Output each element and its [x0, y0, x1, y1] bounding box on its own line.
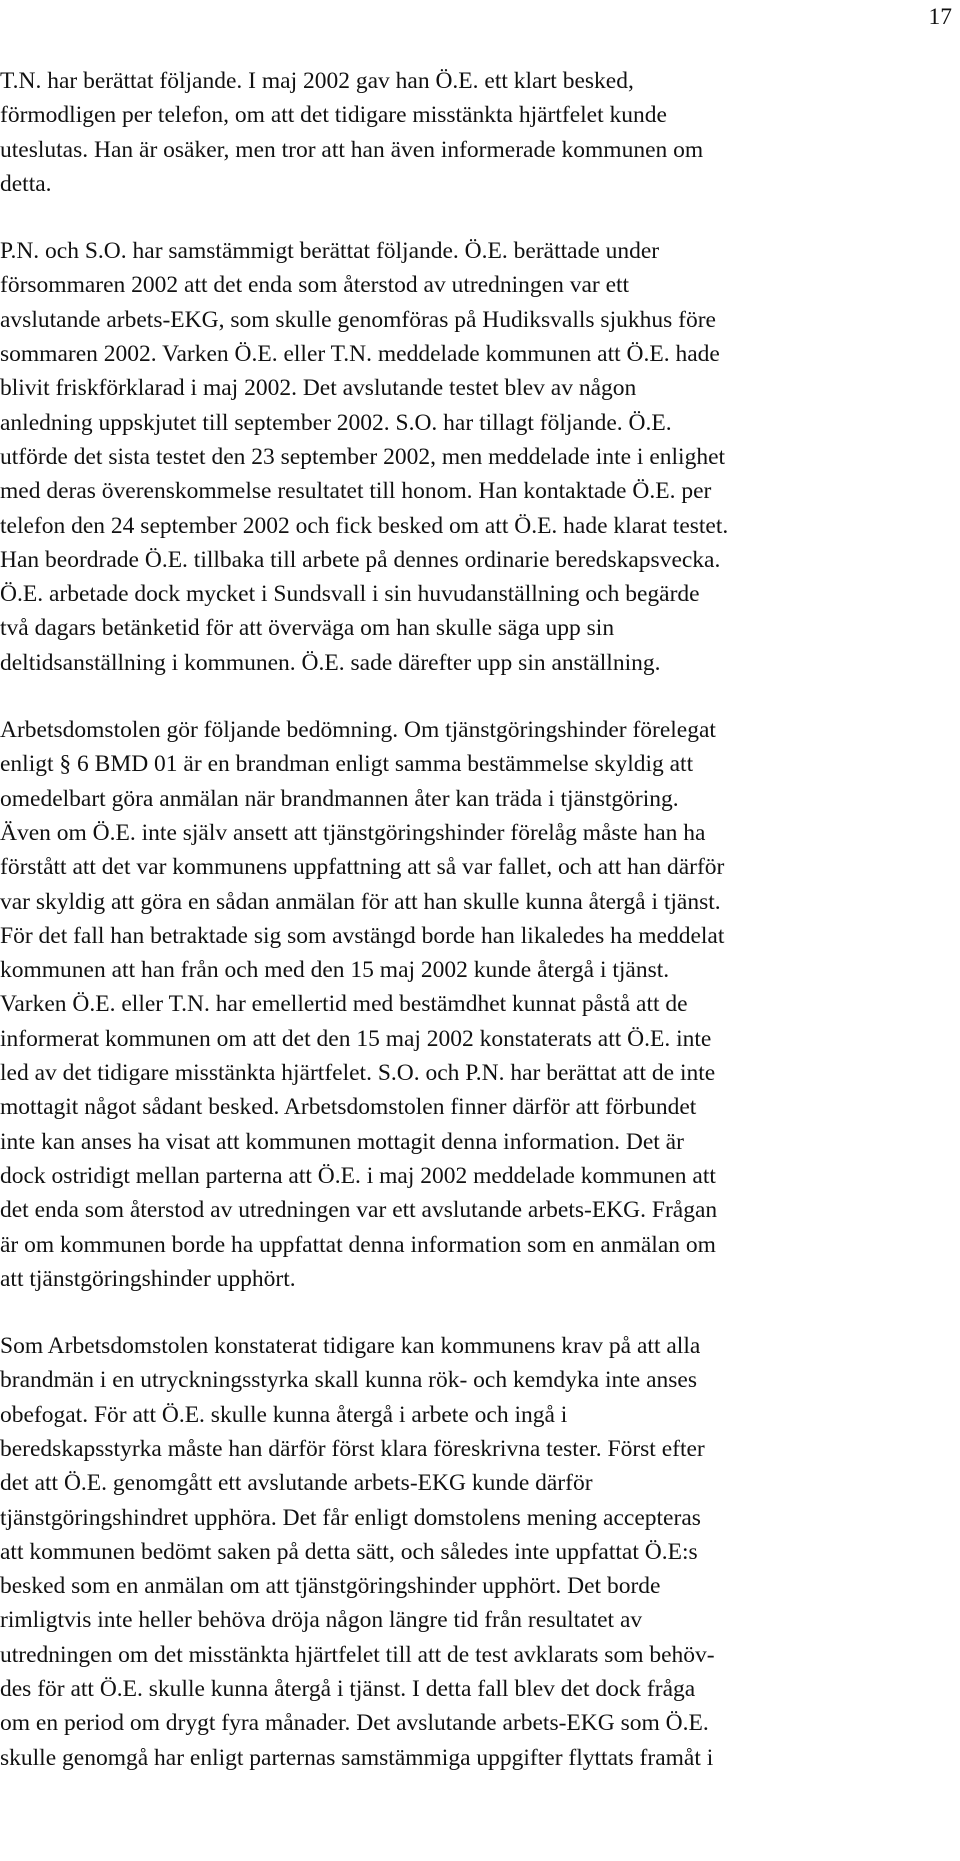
- paragraph-tn-statement: [0, 64, 948, 201]
- text-line: Även om Ö.E. inte själv ansett att tjänstgöringshinder förelåg måste han ha: [0, 819, 706, 846]
- text-line: skulle genomgå har enligt parternas samstämmiga uppgifter flyttats framåt i: [0, 1744, 714, 1771]
- paragraph-court-conclusion: [0, 1329, 948, 1775]
- text-line: kommunen att han från och med den 15 maj 2002 kunde återgå i tjänst.: [0, 957, 670, 984]
- text-line: led av det tidigare misstänkta hjärtfelet. S.O. och P.N. har berättat att de inte: [0, 1060, 716, 1087]
- page-number: 17: [928, 4, 952, 30]
- text-line: försommaren 2002 att det enda som återstod av utredningen var ett: [0, 272, 630, 299]
- text-line: utförde det sista testet den 23 september 2002, men meddelade inte i enlighet: [0, 443, 726, 470]
- text-line: Han beordrade Ö.E. tillbaka till arbete på dennes ordinarie beredskapsvecka.: [0, 546, 721, 573]
- text-line: anledning uppskjutet till september 2002. S.O. har tillagt följande. Ö.E.: [0, 409, 672, 436]
- text-line: telefon den 24 september 2002 och fick besked om att Ö.E. hade klarat testet.: [0, 512, 729, 539]
- text-line: omedelbart göra anmälan när brandmannen åter kan träda i tjänstgöring.: [0, 785, 679, 812]
- text-line: För det fall han betraktade sig som avstängd borde han likaledes ha meddelat: [0, 922, 725, 949]
- document-body: [0, 64, 948, 1775]
- text-line: des för att Ö.E. skulle kunna återgå i tjänst. I detta fall blev det dock fråga: [0, 1676, 696, 1703]
- text-line: uteslutas. Han är osäker, men tror att han även informerade kommunen om: [0, 136, 704, 163]
- text-line: tjänstgöringshindret upphöra. Det får enligt domstolens mening accepteras: [0, 1504, 701, 1531]
- paragraph-gap: [0, 680, 948, 713]
- text-line: det att Ö.E. genomgått ett avslutande arbets-EKG kunde därför: [0, 1470, 593, 1497]
- text-line: förstått att det var kommunens uppfattning att så var fallet, och att han därför: [0, 854, 725, 881]
- text-line: Ö.E. arbetade dock mycket i Sundsvall i sin huvudanställning och begärde: [0, 581, 700, 608]
- text-line: inte kan anses ha visat att kommunen mottagit denna information. Det är: [0, 1128, 684, 1155]
- text-line: brandmän i en utryckningsstyrka skall kunna rök- och kemdyka inte anses: [0, 1367, 697, 1394]
- text-line: utredningen om det misstänkta hjärtfelet till att de test avklarats som behöv-: [0, 1641, 715, 1668]
- text-line: dock ostridigt mellan parterna att Ö.E. i maj 2002 meddelade kommunen att: [0, 1162, 716, 1189]
- text-line: förmodligen per telefon, om att det tidigare misstänkta hjärtfelet kunde: [0, 102, 667, 129]
- text-line: det enda som återstod av utredningen var ett avslutande arbets-EKG. Frågan: [0, 1197, 718, 1224]
- text-line: beredskapsstyrka måste han därför först klara föreskrivna tester. Först efter: [0, 1435, 705, 1462]
- text-line: T.N. har berättat följande. I maj 2002 gav han Ö.E. ett klart besked,: [0, 68, 634, 94]
- text-line: sommaren 2002. Varken Ö.E. eller T.N. meddelade kommunen att Ö.E. hade: [0, 341, 720, 368]
- text-line: avslutande arbets-EKG, som skulle genomföras på Hudiksvalls sjukhus före: [0, 306, 716, 333]
- text-line: Som Arbetsdomstolen konstaterat tidigare kan kommunens krav på att alla: [0, 1333, 701, 1360]
- paragraph-court-assessment: [0, 713, 948, 1296]
- text-line: informerat kommunen om att det den 15 maj 2002 konstaterats att Ö.E. inte: [0, 1025, 712, 1052]
- text-line: med deras överenskommelse resultatet till honom. Han kontaktade Ö.E. per: [0, 478, 712, 505]
- text-line: två dagars betänketid för att överväga om han skulle säga upp sin: [0, 615, 615, 642]
- paragraph-gap: [0, 1296, 948, 1329]
- text-line: obefogat. För att Ö.E. skulle kunna återgå i arbete och ingå i: [0, 1401, 568, 1428]
- text-line: att kommunen bedömt saken på detta sätt, och således inte uppfattat Ö.E:s: [0, 1538, 698, 1565]
- text-line: detta.: [0, 170, 52, 197]
- paragraph-pn-so-statement: [0, 234, 948, 680]
- text-line: enligt § 6 BMD 01 är en brandman enligt samma bestämmelse skyldig att: [0, 751, 694, 778]
- text-line: är om kommunen borde ha uppfattat denna information som en anmälan om: [0, 1231, 716, 1258]
- text-line: Varken Ö.E. eller T.N. har emellertid med bestämdhet kunnat påstå att de: [0, 991, 688, 1018]
- paragraph-gap: [0, 201, 948, 234]
- text-line: om en period om drygt fyra månader. Det avslutande arbets-EKG som Ö.E.: [0, 1710, 709, 1737]
- text-line: Arbetsdomstolen gör följande bedömning. Om tjänstgöringshinder förelegat: [0, 717, 716, 744]
- text-line: att tjänstgöringshinder upphört.: [0, 1265, 296, 1292]
- text-line: var skyldig att göra en sådan anmälan för att han skulle kunna återgå i tjänst.: [0, 888, 721, 915]
- text-line: deltidsanställning i kommunen. Ö.E. sade därefter upp sin anställning.: [0, 649, 661, 676]
- text-line: P.N. och S.O. har samstämmigt berättat följande. Ö.E. berättade under: [0, 238, 660, 265]
- text-line: mottagit något sådant besked. Arbetsdomstolen finner därför att förbundet: [0, 1094, 697, 1121]
- text-line: besked som en anmälan om att tjänstgöringshinder upphört. Det borde: [0, 1573, 661, 1600]
- text-line: rimligtvis inte heller behöva dröja någon längre tid från resultatet av: [0, 1607, 643, 1634]
- text-line: blivit friskförklarad i maj 2002. Det avslutande testet blev av någon: [0, 375, 637, 402]
